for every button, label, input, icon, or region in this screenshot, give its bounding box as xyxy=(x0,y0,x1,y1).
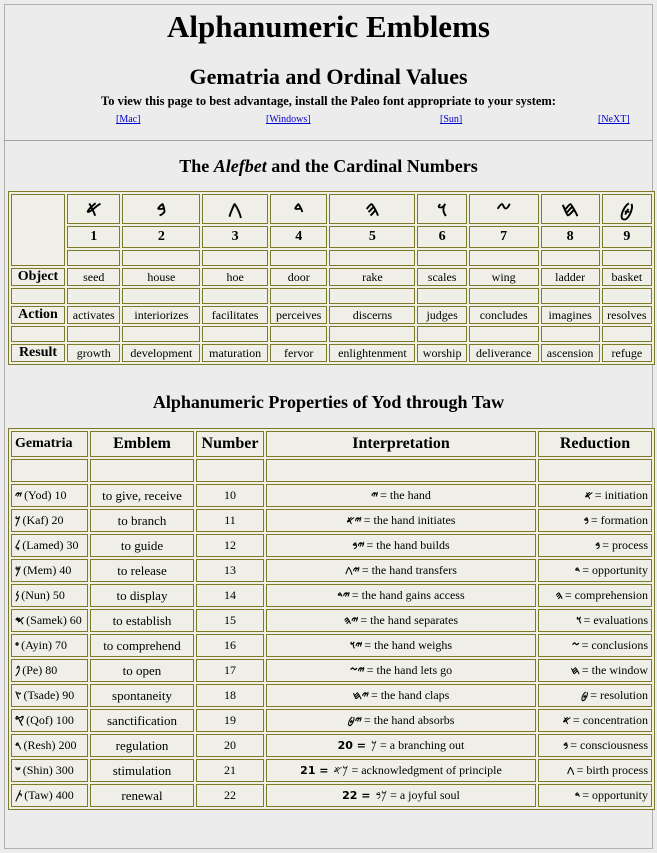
interpretation-text: = the hand transfers xyxy=(361,563,457,577)
result-cell: ascension xyxy=(541,344,600,362)
emblem-cell: to comprehend xyxy=(90,634,194,657)
interpretation-text: = the hand weighs xyxy=(364,638,453,652)
emblem-cell: to display xyxy=(90,584,194,607)
interpretation-cell xyxy=(266,709,536,732)
cardinal-heading: The Alefbet and the Cardinal Numbers xyxy=(179,156,478,176)
interpretation-cell xyxy=(266,609,536,632)
reduction-glyph: 𐤀 xyxy=(562,714,571,727)
gematria-cell xyxy=(11,559,88,582)
gematria-cell xyxy=(11,534,88,557)
spacer-cell xyxy=(602,250,652,266)
number-cell: 7 xyxy=(469,226,539,248)
spacer-cell xyxy=(122,250,200,266)
gematria-cell xyxy=(11,759,88,782)
interpretation-glyphs: 22 = xyxy=(342,789,371,802)
gematria-cell xyxy=(11,584,88,607)
gematria-value: (Lamed) 30 xyxy=(22,538,79,552)
interpretation-text: 𐤊𐤀 = acknowledgment of principle xyxy=(330,763,502,777)
number-cell: 21 xyxy=(196,759,264,782)
interpretation-glyphs: 𐤉𐤀 xyxy=(346,514,362,527)
number-cell: 18 xyxy=(196,684,264,707)
gematria-value: (Taw) 400 xyxy=(24,788,74,802)
reduction-cell xyxy=(538,684,652,707)
interpretation-text: = the hand builds xyxy=(366,538,450,552)
result-cell: development xyxy=(122,344,200,362)
interpretation-cell xyxy=(266,784,536,807)
object-cell: basket xyxy=(602,268,652,286)
spacer-cell xyxy=(541,326,600,342)
spacer-cell xyxy=(469,250,539,266)
result-cell: enlightenment xyxy=(329,344,415,362)
number-cell: 22 xyxy=(196,784,264,807)
spacer-cell xyxy=(541,288,600,304)
number-cell: 17 xyxy=(196,659,264,682)
gematria-cell xyxy=(11,684,88,707)
letter-glyph: 𐤌 xyxy=(15,564,22,577)
waw-glyph: 𐤅 xyxy=(436,196,448,221)
interpretation-text: 𐤊𐤁 = a joyful soul xyxy=(372,788,460,802)
reduction-cell xyxy=(538,559,652,582)
het-glyph: 𐤇 xyxy=(561,196,579,221)
number-cell: 8 xyxy=(541,226,600,248)
number-cell: 14 xyxy=(196,584,264,607)
spacer-cell xyxy=(270,288,328,304)
tet-glyph: 𐤈 xyxy=(619,196,634,221)
spacer-cell xyxy=(67,326,120,342)
cardinal-table xyxy=(8,191,655,365)
mac-font-link[interactable]: [Mac] xyxy=(116,114,141,125)
emblem-header: Emblem xyxy=(90,431,194,457)
gematria-cell xyxy=(11,709,88,732)
properties-heading: Alphanumeric Properties of Yod through Taw xyxy=(152,392,505,412)
property-row xyxy=(11,584,652,607)
glyph-cell xyxy=(417,194,466,224)
reduction-text: = concentration xyxy=(572,713,648,727)
corner-cell xyxy=(11,194,65,266)
object-cell: hoe xyxy=(202,268,268,286)
result-cell: refuge xyxy=(602,344,652,362)
reduction-text: = resolution xyxy=(590,688,648,702)
spacer-cell xyxy=(541,250,600,266)
reduction-text: = birth process xyxy=(576,763,648,777)
glyph-cell xyxy=(541,194,600,224)
glyph-cell xyxy=(602,194,652,224)
letter-glyph: 𐤑 xyxy=(15,689,22,702)
reduction-text: = opportunity xyxy=(582,563,648,577)
letter-glyph: 𐤓 xyxy=(15,739,22,752)
reduction-cell xyxy=(538,509,652,532)
reduction-glyph: 𐤄 xyxy=(555,589,563,602)
number-cell: 19 xyxy=(196,709,264,732)
letter-glyph: 𐤏 xyxy=(15,639,20,652)
spacer-cell xyxy=(196,459,264,482)
letter-glyph: 𐤉 xyxy=(15,489,23,502)
letter-glyph: 𐤋 xyxy=(15,539,21,552)
object-cell: ladder xyxy=(541,268,600,286)
emblem-cell: sanctification xyxy=(90,709,194,732)
glyph-cell xyxy=(122,194,200,224)
font-links xyxy=(12,114,652,128)
emblem-cell: to guide xyxy=(90,534,194,557)
spacer-cell xyxy=(122,288,200,304)
reduction-glyph: 𐤂 xyxy=(566,764,575,777)
action-row-label: Action xyxy=(11,306,65,324)
reduction-cell xyxy=(538,609,652,632)
install-note: To view this page to best advantage, install the Paleo font appropriate to your system: xyxy=(101,94,556,108)
spacer-cell xyxy=(538,459,652,482)
number-cell: 16 xyxy=(196,634,264,657)
number-cell: 10 xyxy=(196,484,264,507)
property-row xyxy=(11,784,652,807)
interpretation-glyphs: 𐤉𐤂 xyxy=(345,564,360,577)
emblem-cell: to give, receive xyxy=(90,484,194,507)
reduction-glyph: 𐤁 xyxy=(583,514,589,527)
spacer-cell xyxy=(11,459,88,482)
emblem-cell: renewal xyxy=(90,784,194,807)
bet-glyph: 𐤁 xyxy=(156,196,167,221)
object-cell: rake xyxy=(329,268,415,286)
interpretation-header: Interpretation xyxy=(266,431,536,457)
interpretation-cell xyxy=(266,584,536,607)
spacer-cell xyxy=(122,326,200,342)
windows-font-link[interactable]: [Windows] xyxy=(266,114,311,125)
glyph-cell xyxy=(202,194,268,224)
interpretation-text: = the hand lets go xyxy=(366,663,453,677)
gematria-cell xyxy=(11,609,88,632)
action-cell: concludes xyxy=(469,306,539,324)
interpretation-text: = the hand xyxy=(380,488,431,502)
spacer-cell xyxy=(469,326,539,342)
interpretation-text: = the hand separates xyxy=(360,613,459,627)
reduction-text: = consciousness xyxy=(570,738,648,752)
divider xyxy=(4,140,653,141)
object-cell: wing xyxy=(469,268,539,286)
result-cell: deliverance xyxy=(469,344,539,362)
gematria-value: (Resh) 200 xyxy=(23,738,77,752)
reduction-text: = conclusions xyxy=(581,638,648,652)
number-header: Number xyxy=(196,431,264,457)
number-cell: 12 xyxy=(196,534,264,557)
reduction-cell xyxy=(538,659,652,682)
spacer-cell xyxy=(67,250,120,266)
page-subtitle: Gematria and Ordinal Values xyxy=(189,64,468,89)
spacer-cell xyxy=(602,288,652,304)
emblem-cell: spontaneity xyxy=(90,684,194,707)
spacer-cell xyxy=(329,288,415,304)
reduction-glyph: 𐤇 xyxy=(570,664,580,677)
object-cell: door xyxy=(270,268,328,286)
gematria-cell xyxy=(11,634,88,657)
action-cell: discerns xyxy=(329,306,415,324)
reduction-glyph: 𐤃 xyxy=(574,789,581,802)
reduction-cell xyxy=(538,484,652,507)
reduction-glyph: 𐤁 xyxy=(595,539,601,552)
interpretation-cell xyxy=(266,634,536,657)
spacer-cell xyxy=(11,326,65,342)
reduction-cell xyxy=(538,534,652,557)
spacer-cell xyxy=(270,326,328,342)
reduction-header: Reduction xyxy=(538,431,652,457)
interpretation-glyphs: 𐤉𐤈 xyxy=(347,714,362,727)
spacer-cell xyxy=(202,250,268,266)
number-cell: 15 xyxy=(196,609,264,632)
interpretation-text: = the hand absorbs xyxy=(363,713,455,727)
property-row xyxy=(11,684,652,707)
reduction-glyph: 𐤆 xyxy=(571,639,580,652)
spacer-cell xyxy=(67,288,120,304)
emblem-cell: stimulation xyxy=(90,759,194,782)
reduction-cell xyxy=(538,734,652,757)
reduction-glyph: 𐤈 xyxy=(580,689,589,702)
interpretation-glyphs: 𐤉𐤄 xyxy=(343,614,359,627)
reduction-glyph: 𐤁 xyxy=(563,739,569,752)
result-cell: maturation xyxy=(202,344,268,362)
spacer-cell xyxy=(417,250,466,266)
interpretation-glyphs: 𐤉 xyxy=(371,489,379,502)
interpretation-cell xyxy=(266,759,536,782)
letter-glyph: 𐤕 xyxy=(15,789,23,802)
result-cell: growth xyxy=(67,344,120,362)
aleph-glyph: 𐤀 xyxy=(85,196,102,221)
gematria-value: (Samek) 60 xyxy=(26,613,82,627)
interpretation-cell xyxy=(266,684,536,707)
interpretation-text: = the hand initiates xyxy=(363,513,456,527)
letter-glyph: 𐤐 xyxy=(15,664,21,677)
reduction-text: = formation xyxy=(590,513,648,527)
property-row xyxy=(11,759,652,782)
glyph-cell xyxy=(67,194,120,224)
gematria-cell xyxy=(11,659,88,682)
number-cell: 1 xyxy=(67,226,120,248)
action-cell: facilitates xyxy=(202,306,268,324)
emblem-cell: to open xyxy=(90,659,194,682)
page-title: Alphanumeric Emblems xyxy=(167,9,490,44)
number-cell: 6 xyxy=(417,226,466,248)
reduction-glyph: 𐤅 xyxy=(576,614,582,627)
letter-glyph: 𐤍 xyxy=(15,589,20,602)
sun-font-link[interactable]: [Sun] xyxy=(440,114,463,125)
number-cell: 9 xyxy=(602,226,652,248)
gematria-cell xyxy=(11,484,88,507)
reduction-glyph: 𐤃 xyxy=(574,564,581,577)
spacer-cell xyxy=(202,326,268,342)
number-cell: 3 xyxy=(202,226,268,248)
interpretation-glyphs: 𐤉𐤇 xyxy=(352,689,369,702)
action-cell: perceives xyxy=(270,306,328,324)
gematria-cell xyxy=(11,734,88,757)
reduction-text: = process xyxy=(602,538,648,552)
reduction-cell xyxy=(538,784,652,807)
interpretation-cell xyxy=(266,484,536,507)
object-cell: house xyxy=(122,268,200,286)
interpretation-glyphs: 𐤉𐤃 xyxy=(337,589,350,602)
spacer-cell xyxy=(202,288,268,304)
glyph-cell xyxy=(329,194,415,224)
result-row-label: Result xyxy=(11,344,65,362)
gematria-value: (Mem) 40 xyxy=(23,563,72,577)
spacer-cell xyxy=(90,459,194,482)
property-row xyxy=(11,559,652,582)
reduction-cell xyxy=(538,584,652,607)
zayin-glyph: 𐤆 xyxy=(496,196,512,221)
glyph-cell xyxy=(270,194,328,224)
glyph-cell xyxy=(469,194,539,224)
dalet-glyph: 𐤃 xyxy=(293,196,304,221)
action-cell: resolves xyxy=(602,306,652,324)
object-cell: seed xyxy=(67,268,120,286)
emblem-cell: to establish xyxy=(90,609,194,632)
reduction-text: = opportunity xyxy=(582,788,648,802)
number-cell: 5 xyxy=(329,226,415,248)
emblem-cell: to release xyxy=(90,559,194,582)
interpretation-glyphs: 20 = xyxy=(337,739,366,752)
gematria-value: (Yod) 10 xyxy=(24,488,67,502)
number-cell: 4 xyxy=(270,226,328,248)
spacer-cell xyxy=(329,326,415,342)
reduction-cell xyxy=(538,709,652,732)
gematria-value: (Ayin) 70 xyxy=(21,638,67,652)
next-font-link[interactable]: [NeXT] xyxy=(598,114,630,125)
spacer-cell xyxy=(11,288,65,304)
reduction-cell xyxy=(538,634,652,657)
reduction-cell xyxy=(538,759,652,782)
gematria-value: (Qof) 100 xyxy=(26,713,74,727)
spacer-cell xyxy=(417,288,466,304)
properties-table xyxy=(8,428,655,810)
interpretation-cell xyxy=(266,559,536,582)
gematria-value: (Tsade) 90 xyxy=(23,688,75,702)
letter-glyph: 𐤊 xyxy=(15,514,21,527)
property-row xyxy=(11,484,652,507)
property-row xyxy=(11,534,652,557)
interpretation-text: 𐤊 = a branching out xyxy=(367,738,465,752)
spacer-cell xyxy=(329,250,415,266)
number-cell: 2 xyxy=(122,226,200,248)
reduction-text: = evaluations xyxy=(583,613,648,627)
action-cell: imagines xyxy=(541,306,600,324)
reduction-text: = initiation xyxy=(594,488,648,502)
properties-rows xyxy=(11,484,652,807)
letter-glyph: 𐤎 xyxy=(15,614,25,627)
gematria-value: (Nun) 50 xyxy=(21,588,65,602)
interpretation-cell xyxy=(266,734,536,757)
action-cell: activates xyxy=(67,306,120,324)
property-row xyxy=(11,509,652,532)
number-cell: 11 xyxy=(196,509,264,532)
reduction-text: = the window xyxy=(581,663,648,677)
result-cell: fervor xyxy=(270,344,328,362)
property-row xyxy=(11,709,652,732)
result-cell: worship xyxy=(417,344,466,362)
spacer-cell xyxy=(469,288,539,304)
number-cell: 20 xyxy=(196,734,264,757)
spacer-cell xyxy=(266,459,536,482)
emblem-cell: regulation xyxy=(90,734,194,757)
gematria-value: (Kaf) 20 xyxy=(22,513,64,527)
letter-glyph: 𐤒 xyxy=(15,714,25,727)
reduction-glyph: 𐤀 xyxy=(584,489,593,502)
property-row xyxy=(11,659,652,682)
interpretation-glyphs: 𐤉𐤁 xyxy=(352,539,365,552)
spacer-cell xyxy=(417,326,466,342)
gematria-value: (Pe) 80 xyxy=(22,663,58,677)
interpretation-glyphs: 21 = xyxy=(300,764,329,777)
gematria-cell xyxy=(11,784,88,807)
property-row xyxy=(11,609,652,632)
gimel-glyph: 𐤂 xyxy=(227,196,243,221)
object-cell: scales xyxy=(417,268,466,286)
reduction-text: = comprehension xyxy=(564,588,648,602)
object-row-label: Object xyxy=(11,268,65,286)
interpretation-cell xyxy=(266,534,536,557)
gematria-header: Gematria xyxy=(11,431,88,457)
he-glyph: 𐤄 xyxy=(365,196,380,221)
interpretation-text: = the hand gains access xyxy=(351,588,465,602)
spacer-cell xyxy=(602,326,652,342)
interpretation-glyphs: 𐤉𐤆 xyxy=(349,664,365,677)
interpretation-glyphs: 𐤉𐤅 xyxy=(349,639,363,652)
gematria-value: (Shin) 300 xyxy=(22,763,74,777)
spacer-cell xyxy=(270,250,328,266)
action-cell: judges xyxy=(417,306,466,324)
emblem-cell: to branch xyxy=(90,509,194,532)
gematria-cell xyxy=(11,509,88,532)
letter-glyph: 𐤔 xyxy=(15,764,21,777)
interpretation-cell xyxy=(266,659,536,682)
number-cell: 13 xyxy=(196,559,264,582)
property-row xyxy=(11,734,652,757)
property-row xyxy=(11,634,652,657)
interpretation-text: = the hand claps xyxy=(370,688,450,702)
interpretation-cell xyxy=(266,509,536,532)
action-cell: interiorizes xyxy=(122,306,200,324)
